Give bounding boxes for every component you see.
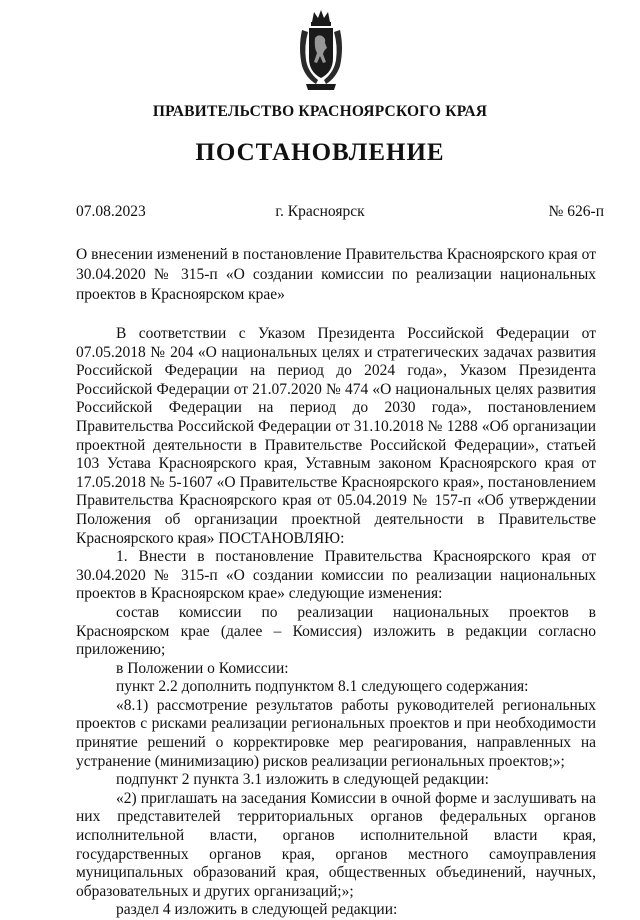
paragraph-clause-3-1: подпункт 2 пункта 3.1 изложить в следующей редакции: — [116, 771, 489, 789]
paragraph-subclause-2: «2) приглашать на заседания Комиссии в очной форме и заслушивать на них представителей территориальных органов федеральных органов исполнительной власти, органов исполнительной власти края, государственных органов края, органов местного самоуправления муниципальных образований края, общественных объединений, научных, образовательных и других организаций;»; — [76, 789, 596, 900]
document-subject: О внесении изменений в постановление Правительства Красноярского края от 30.04.2020 № 315-п «О создании комиссии по реализации национальных проектов в Красноярском крае» — [76, 246, 596, 303]
paragraph-section-4: раздел 4 изложить в следующей редакции: — [116, 901, 398, 919]
paragraph-regulation: в Положении о Комиссии: — [116, 659, 289, 677]
document-type: ПОСТАНОВЛЕНИЕ — [195, 139, 445, 166]
coat-of-arms-icon — [296, 8, 346, 94]
paragraph-subclause-8-1: «8.1) рассмотрение результатов работы руководителей региональных проектов с рисками реализации региональных проектов и при необходимости принятие решений о корректировке мер реагирования, направленных на устранение (минимизацию) рисков реализации региональных проектов;»; — [76, 696, 596, 770]
paragraph-preamble: В соответствии с Указом Президента Российской Федерации от 07.05.2018 № 204 «О национальных целях и стратегических задачах развития Российской Федерации на период до 2024 года», Указом Президента Российской Федерации от 21.07.2020 № 474 «О национальных целях развития Российской Федерации на период до 2030 года», постановлением Правительства Российской Федерации от 31.10.2018 № 1288 «Об организации проектной деятельности в Правительстве Российской Федерации», статьей 103 Устава Красноярского края, Уставным законом Красноярского края от 17.05.2018 № 5-1607 «О Правительстве Красноярского края», постановлением Правительства Красноярского края от 05.04.2019 № 157-п «Об утверждении Положения об организации проектной деятельности в Правительстве Красноярского края» ПОСТАНОВЛЯЮ: — [76, 325, 596, 547]
paragraph-composition: состав комиссии по реализации национальных проектов в Красноярском крае (далее – Комиссия) изложить в редакции согласно приложению; — [76, 603, 596, 659]
organization-name: ПРАВИТЕЛЬСТВО КРАСНОЯРСКОГО КРАЯ — [152, 103, 488, 120]
document-body — [76, 325, 596, 920]
document-number: № 626-п — [548, 203, 604, 220]
paragraph-item-1: 1. Внести в постановление Правительства Красноярского края от 30.04.2020 № 315-п «О создании комиссии по реализации национальных проектов в Красноярском крае» следующие изменения: — [76, 548, 596, 603]
document-city: г. Красноярск — [275, 203, 365, 220]
paragraph-clause-2-2: пункт 2.2 дополнить подпунктом 8.1 следующего содержания: — [116, 678, 529, 696]
document-date: 07.08.2023 — [76, 203, 146, 220]
